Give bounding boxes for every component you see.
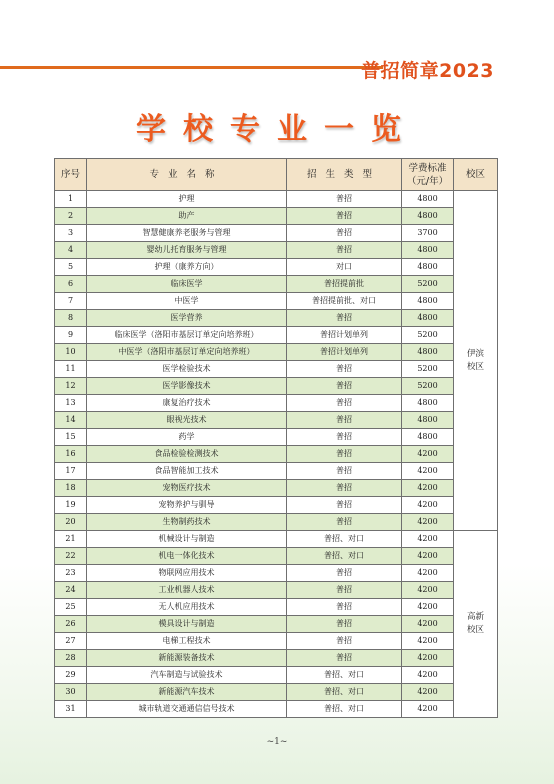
cell-type: 普招 (287, 463, 402, 480)
cell-major: 中医学 (87, 293, 287, 310)
cell-fee: 5200 (402, 361, 454, 378)
cell-no: 12 (55, 378, 87, 395)
table-row (55, 208, 498, 225)
cell-no: 6 (55, 276, 87, 293)
table-row (55, 701, 498, 718)
page-number: ~1~ (266, 737, 288, 747)
cell-type: 普招 (287, 225, 402, 242)
cell-fee: 3700 (402, 225, 454, 242)
cell-fee: 4200 (402, 599, 454, 616)
cell-no: 18 (55, 480, 87, 497)
col-header-fee (402, 159, 454, 191)
cell-major: 生物制药技术 (87, 514, 287, 531)
table-row (55, 650, 498, 667)
cell-major: 宠物养护与驯导 (87, 497, 287, 514)
cell-type: 普招提前批、对口 (287, 293, 402, 310)
cell-type: 普招 (287, 310, 402, 327)
cell-major: 城市轨道交通通信信号技术 (87, 701, 287, 718)
cell-no: 2 (55, 208, 87, 225)
table-row (55, 514, 498, 531)
cell-no: 14 (55, 412, 87, 429)
cell-fee: 4200 (402, 497, 454, 514)
cell-no: 7 (55, 293, 87, 310)
table-row (55, 344, 498, 361)
cell-no: 24 (55, 582, 87, 599)
table-row (55, 548, 498, 565)
cell-type: 普招计划单列 (287, 327, 402, 344)
table-row (55, 446, 498, 463)
cell-no: 26 (55, 616, 87, 633)
cell-major: 工业机器人技术 (87, 582, 287, 599)
table-row (55, 259, 498, 276)
cell-no: 16 (55, 446, 87, 463)
cell-major: 婴幼儿托育服务与管理 (87, 242, 287, 259)
table-row (55, 242, 498, 259)
table-row (55, 191, 498, 208)
cell-type: 普招 (287, 191, 402, 208)
cell-fee: 4200 (402, 582, 454, 599)
table-header-row (55, 159, 498, 191)
cell-type: 普招计划单列 (287, 344, 402, 361)
cell-fee: 5200 (402, 327, 454, 344)
cell-no: 28 (55, 650, 87, 667)
brochure-title: 普招简章2023 (361, 60, 494, 82)
cell-type: 普招 (287, 514, 402, 531)
cell-no: 27 (55, 633, 87, 650)
table-row (55, 599, 498, 616)
cell-fee: 5200 (402, 378, 454, 395)
cell-major: 模具设计与制造 (87, 616, 287, 633)
table-row (55, 361, 498, 378)
cell-fee: 4800 (402, 344, 454, 361)
cell-fee: 4800 (402, 259, 454, 276)
header-rule (0, 66, 383, 69)
table-row (55, 531, 498, 548)
cell-type: 对口 (287, 259, 402, 276)
page-title: 学校专业一览 (136, 112, 418, 147)
cell-no: 9 (55, 327, 87, 344)
cell-fee: 4200 (402, 531, 454, 548)
cell-type: 普招 (287, 650, 402, 667)
cell-major: 新能源装备技术 (87, 650, 287, 667)
cell-no: 10 (55, 344, 87, 361)
table-row (55, 497, 498, 514)
cell-major: 助产 (87, 208, 287, 225)
cell-major: 无人机应用技术 (87, 599, 287, 616)
cell-no: 31 (55, 701, 87, 718)
cell-major: 医学影像技术 (87, 378, 287, 395)
cell-fee: 5200 (402, 276, 454, 293)
table-row (55, 276, 498, 293)
cell-type: 普招、对口 (287, 531, 402, 548)
cell-no: 29 (55, 667, 87, 684)
table-row (55, 429, 498, 446)
cell-no: 30 (55, 684, 87, 701)
cell-no: 4 (55, 242, 87, 259)
cell-fee: 4200 (402, 565, 454, 582)
cell-fee: 4800 (402, 395, 454, 412)
fee-header-unit: （元/年） (406, 175, 449, 187)
cell-major: 电梯工程技术 (87, 633, 287, 650)
cell-fee: 4800 (402, 412, 454, 429)
col-header-type: 招生类型 (287, 159, 402, 191)
cell-major: 机电一体化技术 (87, 548, 287, 565)
cell-fee: 4200 (402, 463, 454, 480)
cell-major: 医学营养 (87, 310, 287, 327)
cell-campus: 伊滨 校区 (454, 191, 498, 531)
table-row (55, 616, 498, 633)
cell-fee: 4800 (402, 242, 454, 259)
cell-no: 19 (55, 497, 87, 514)
cell-type: 普招 (287, 599, 402, 616)
cell-type: 普招、对口 (287, 548, 402, 565)
table-row (55, 633, 498, 650)
cell-fee: 4200 (402, 650, 454, 667)
table-row (55, 582, 498, 599)
table-row (55, 412, 498, 429)
cell-type: 普招 (287, 395, 402, 412)
cell-no: 11 (55, 361, 87, 378)
cell-type: 普招 (287, 361, 402, 378)
cell-major: 护理 (87, 191, 287, 208)
cell-major: 汽车制造与试验技术 (87, 667, 287, 684)
cell-type: 普招 (287, 429, 402, 446)
cell-major: 眼视光技术 (87, 412, 287, 429)
cell-no: 25 (55, 599, 87, 616)
cell-major: 机械设计与制造 (87, 531, 287, 548)
cell-fee: 4200 (402, 480, 454, 497)
table-row (55, 667, 498, 684)
cell-major: 临床医学（洛阳市基层订单定向培养班） (87, 327, 287, 344)
cell-type: 普招、对口 (287, 701, 402, 718)
majors-table (54, 158, 498, 718)
cell-major: 药学 (87, 429, 287, 446)
cell-type: 普招 (287, 633, 402, 650)
cell-type: 普招提前批 (287, 276, 402, 293)
cell-no: 1 (55, 191, 87, 208)
cell-major: 医学检验技术 (87, 361, 287, 378)
table-row (55, 684, 498, 701)
cell-major: 临床医学 (87, 276, 287, 293)
cell-major: 食品智能加工技术 (87, 463, 287, 480)
cell-fee: 4200 (402, 684, 454, 701)
cell-major: 康复治疗技术 (87, 395, 287, 412)
cell-type: 普招 (287, 446, 402, 463)
cell-no: 21 (55, 531, 87, 548)
fee-header-label: 学费标准 (408, 162, 447, 174)
cell-no: 15 (55, 429, 87, 446)
cell-type: 普招 (287, 378, 402, 395)
table-row (55, 327, 498, 344)
cell-type: 普招 (287, 616, 402, 633)
cell-major: 宠物医疗技术 (87, 480, 287, 497)
table-body (55, 191, 498, 718)
cell-major: 新能源汽车技术 (87, 684, 287, 701)
cell-type: 普招 (287, 497, 402, 514)
cell-no: 22 (55, 548, 87, 565)
cell-type: 普招、对口 (287, 667, 402, 684)
cell-fee: 4200 (402, 548, 454, 565)
cell-fee: 4200 (402, 633, 454, 650)
cell-type: 普招 (287, 582, 402, 599)
cell-major: 智慧健康养老服务与管理 (87, 225, 287, 242)
cell-fee: 4200 (402, 514, 454, 531)
cell-fee: 4200 (402, 701, 454, 718)
cell-type: 普招 (287, 242, 402, 259)
col-header-no: 序号 (55, 159, 87, 191)
table-row (55, 565, 498, 582)
table-row (55, 225, 498, 242)
cell-no: 17 (55, 463, 87, 480)
cell-major: 中医学（洛阳市基层订单定向培养班） (87, 344, 287, 361)
cell-fee: 4800 (402, 310, 454, 327)
table-row (55, 310, 498, 327)
cell-fee: 4800 (402, 208, 454, 225)
col-header-major: 专业名称 (87, 159, 287, 191)
cell-type: 普招 (287, 412, 402, 429)
cell-fee: 4200 (402, 616, 454, 633)
cell-fee: 4200 (402, 446, 454, 463)
table-row (55, 293, 498, 310)
table-row (55, 395, 498, 412)
cell-fee: 4800 (402, 293, 454, 310)
cell-fee: 4800 (402, 191, 454, 208)
cell-no: 3 (55, 225, 87, 242)
cell-type: 普招 (287, 565, 402, 582)
cell-campus: 高新 校区 (454, 531, 498, 718)
cell-type: 普招 (287, 480, 402, 497)
table-row (55, 463, 498, 480)
cell-no: 13 (55, 395, 87, 412)
cell-no: 23 (55, 565, 87, 582)
cell-type: 普招 (287, 208, 402, 225)
cell-type: 普招、对口 (287, 684, 402, 701)
cell-no: 5 (55, 259, 87, 276)
cell-fee: 4800 (402, 429, 454, 446)
cell-major: 物联网应用技术 (87, 565, 287, 582)
cell-major: 食品检验检测技术 (87, 446, 287, 463)
table-row (55, 378, 498, 395)
cell-fee: 4200 (402, 667, 454, 684)
cell-no: 20 (55, 514, 87, 531)
table-row (55, 480, 498, 497)
cell-major: 护理（康养方向） (87, 259, 287, 276)
col-header-campus: 校区 (454, 159, 498, 191)
cell-no: 8 (55, 310, 87, 327)
